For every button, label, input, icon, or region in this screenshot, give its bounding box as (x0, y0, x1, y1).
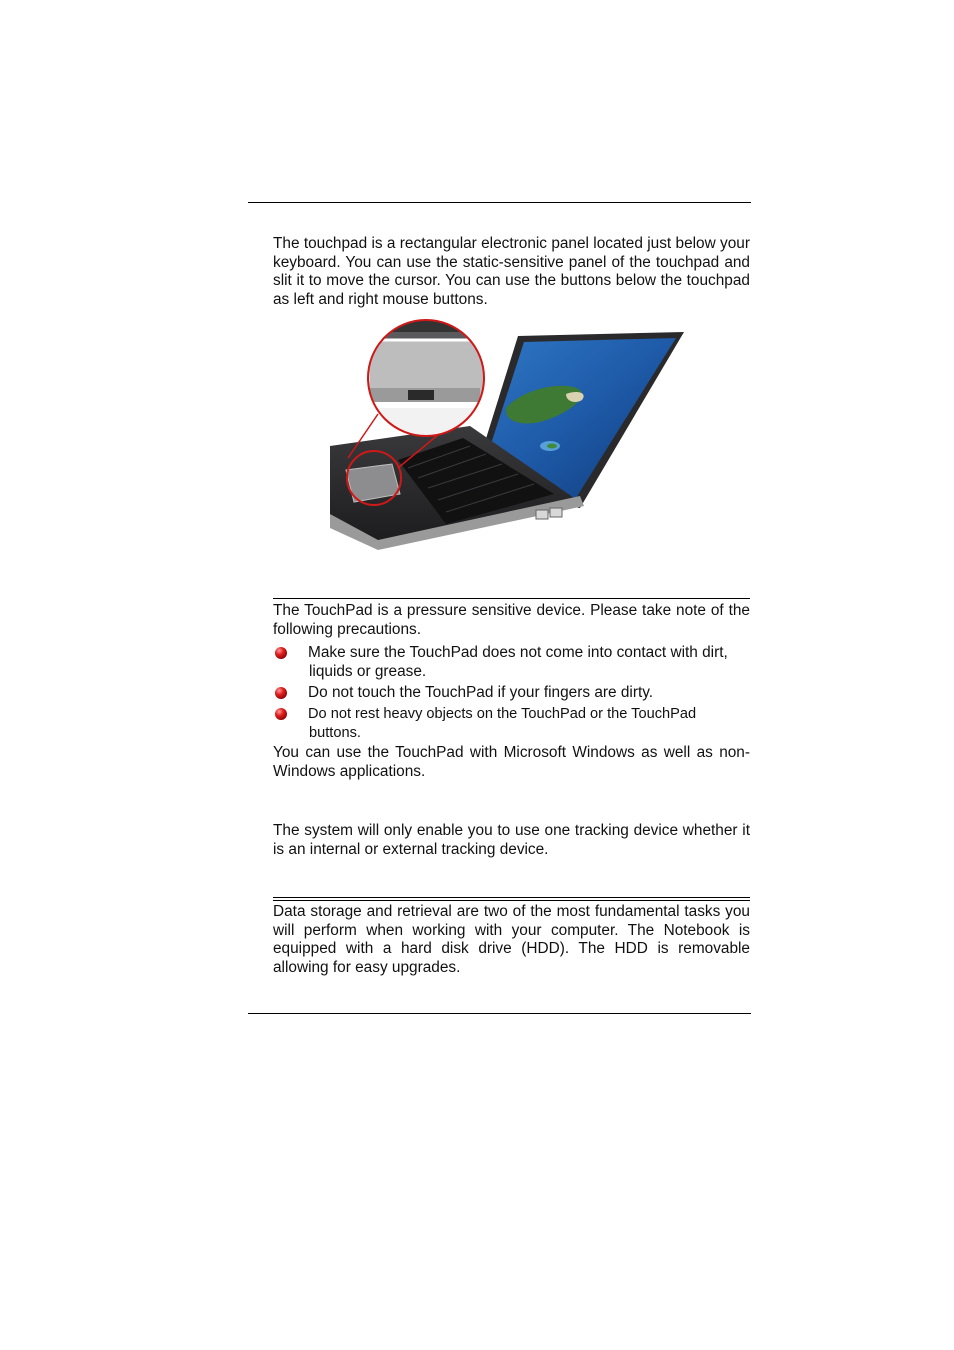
touchpad-intro-paragraph: The touchpad is a rectangular electronic panel located just below your keyboard. You can use the static-sensitive panel of the touchpad and slit it to move the cursor. You can use the buttons below the touchpad as left and right mouse buttons. (273, 235, 750, 308)
windows-note-paragraph: You can use the TouchPad with Microsoft Windows as well as non-Windows applications. (273, 744, 750, 780)
list-item-text-continued: liquids or grease. (309, 662, 427, 680)
list-item-text: Do not rest heavy objects on the TouchPad or the TouchPad (308, 706, 697, 722)
list-item-text-continued: buttons. (309, 724, 361, 741)
precautions-rule (273, 598, 750, 599)
tracking-note-paragraph: The system will only enable you to use one tracking device whether it is an internal or external tracking device. (273, 822, 750, 858)
list-item-text: Do not touch the TouchPad if your fingers are dirty. (308, 684, 654, 701)
bullet-icon (275, 687, 287, 699)
bullet-icon (275, 647, 287, 659)
footer-rule (248, 1013, 751, 1014)
header-rule (248, 202, 751, 203)
bullet-icon (275, 708, 287, 720)
list-item-text: Make sure the TouchPad does not come into contact with dirt, (308, 644, 728, 661)
storage-intro-paragraph: Data storage and retrieval are two of the most fundamental tasks you will perform when working with your computer. The Notebook is equipped with a hard disk drive (HDD). The HDD is removable allowing for easy upgrades. (273, 903, 750, 976)
precautions-intro-paragraph: The TouchPad is a pressure sensitive device. Please take note of the following precautions. (273, 602, 750, 638)
storage-rule-lower (273, 900, 750, 901)
storage-rule-upper (273, 897, 750, 898)
laptop-touchpad-illustration (318, 318, 690, 552)
